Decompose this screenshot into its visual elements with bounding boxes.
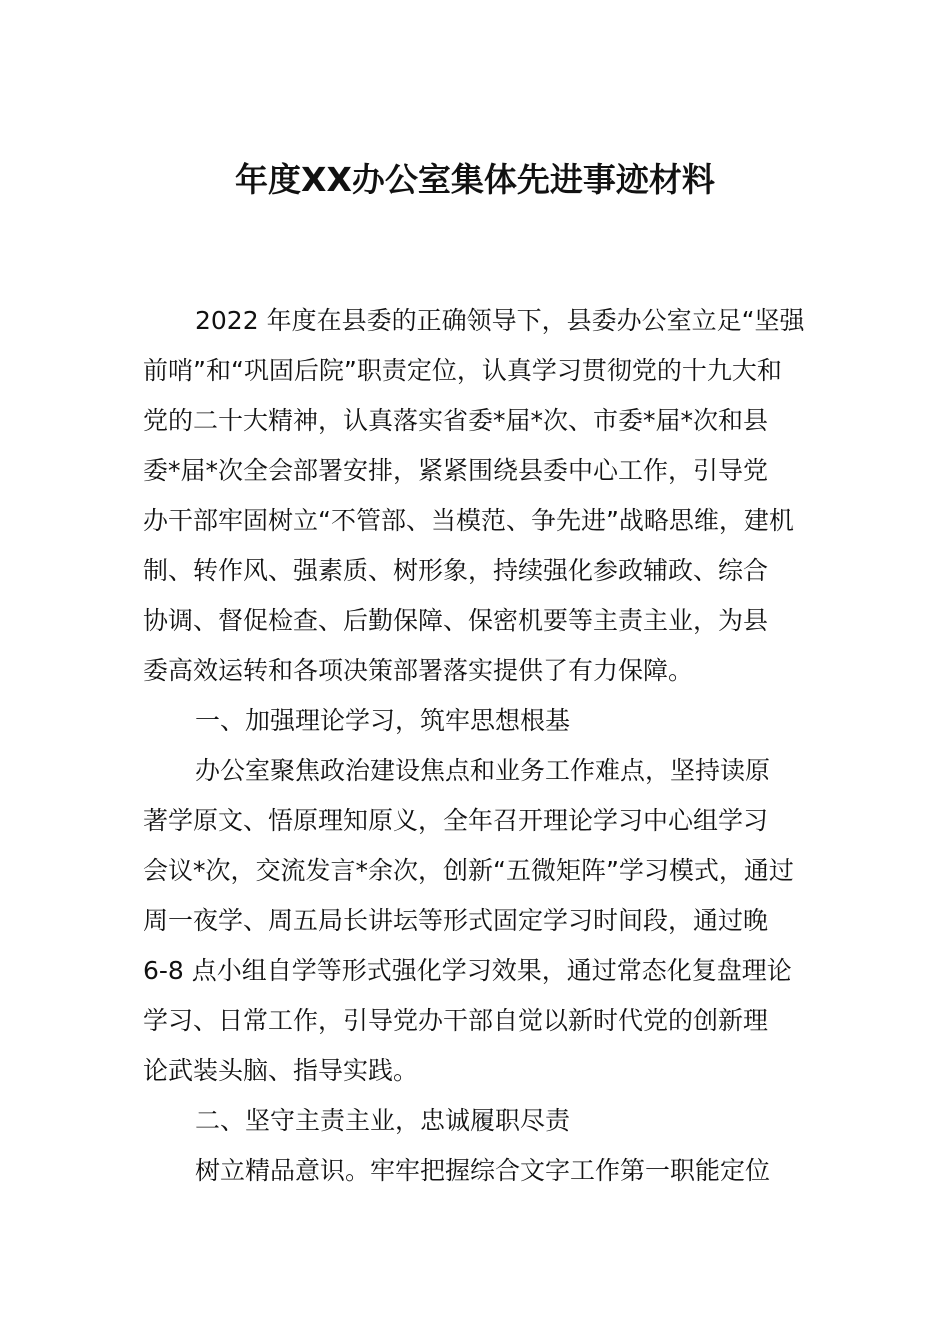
body-line: 二、坚守主责主业，忠诚履职尽责 <box>195 1106 571 1135</box>
body-line: 委*届*次全会部署安排，紧紧围绕县委中心工作，引导党 <box>143 456 769 485</box>
body-line: 协调、督促检查、后勤保障、保密机要等主责主业，为县 <box>143 606 769 635</box>
body-line: 会议*次，交流发言*余次，创新“五微矩阵”学习模式，通过 <box>143 856 794 885</box>
body-line: 办干部牢固树立“不管部、当模范、争先进”战略思维，建机 <box>143 506 794 535</box>
body-line: 党的二十大精神，认真落实省委*届*次、市委*届*次和县 <box>143 406 769 435</box>
body-line: 6-8 点小组自学等形式强化学习效果，通过常态化复盘理论 <box>143 956 792 985</box>
body-line: 2022 年度在县委的正确领导下，县委办公室立足“坚强 <box>195 306 805 335</box>
body-line: 周一夜学、周五局长讲坛等形式固定学习时间段，通过晚 <box>143 906 769 935</box>
body-line: 著学原文、悟原理知原义，全年召开理论学习中心组学习 <box>143 806 769 835</box>
body-line: 制、转作风、强素质、树形象，持续强化参政辅政、综合 <box>143 556 769 585</box>
body-line: 办公室聚焦政治建设焦点和业务工作难点，坚持读原 <box>195 756 771 785</box>
document-body <box>143 296 808 1196</box>
body-line: 一、加强理论学习，筑牢思想根基 <box>195 706 571 735</box>
body-line: 委高效运转和各项决策部署落实提供了有力保障。 <box>143 656 694 685</box>
body-line: 树立精品意识。牢牢把握综合文字工作第一职能定位 <box>195 1156 771 1185</box>
body-line: 论武装头脑、指导实践。 <box>143 1056 419 1085</box>
document-title: 年度XX办公室集体先进事迹材料 <box>235 160 715 199</box>
body-line: 前哨”和“巩固后院”职责定位，认真学习贯彻党的十九大和 <box>143 356 782 385</box>
body-line: 学习、日常工作，引导党办干部自觉以新时代党的创新理 <box>143 1006 769 1035</box>
